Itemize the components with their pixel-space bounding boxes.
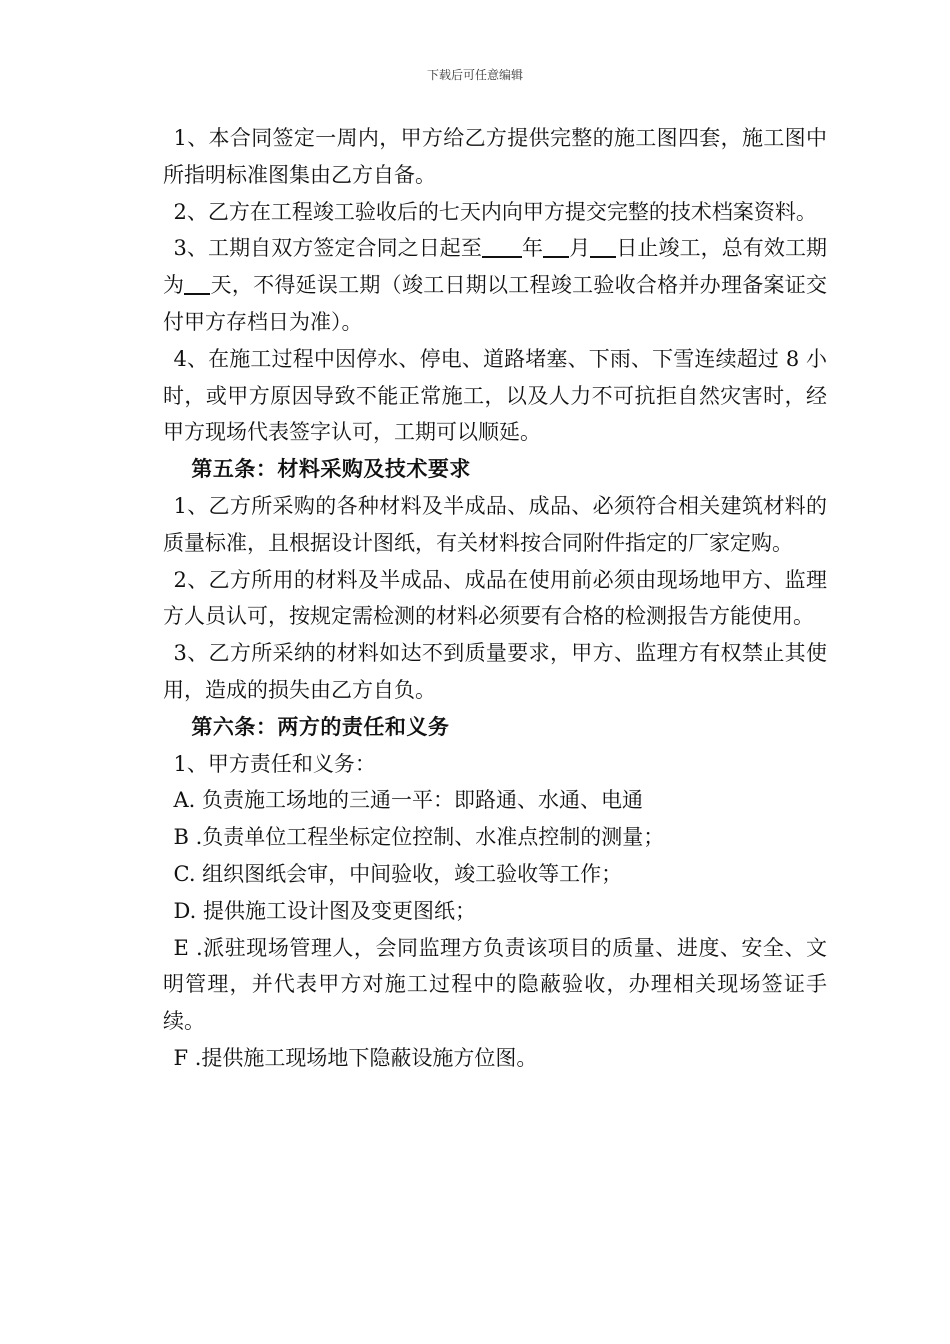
clause-4-item-1: 1、本合同签定一周内，甲方给乙方提供完整的施工图四套，施工图中所指明标准图集由乙方自备。 xyxy=(163,126,827,187)
clause-4-item-3 xyxy=(163,230,827,340)
clause-6-item-f: F .提供施工现场地下隐蔽设施方位图。 xyxy=(173,1045,538,1070)
clause-5-item-1: 1、乙方所采购的各种材料及半成品、成品、必须符合相关建筑材料的质量标准，且根据设计图纸，有关材料按合同附件指定的厂家定购。 xyxy=(163,493,827,555)
clause-6-item-b: B .负责单位工程坐标定位控制、水准点控制的测量； xyxy=(173,825,665,850)
clause-6-item-1: 1、甲方责任和义务： xyxy=(173,751,376,776)
clause-4-item-2: 2、乙方在工程竣工验收后的七天内向甲方提交完整的技术档案资料。 xyxy=(173,199,817,224)
clause-5-item-2: 2、乙方所用的材料及半成品、成品在使用前必须由现场地甲方、监理方人员认可，按规定需检测的材料必须要有合格的检测报告方能使用。 xyxy=(163,567,827,629)
item-3-month-label: 月 xyxy=(569,236,591,261)
item-3-part-d: 日止竣工，总有效工期为 xyxy=(163,236,828,298)
days-blank xyxy=(184,271,210,295)
year-blank xyxy=(482,234,522,258)
item-3-part-e: 天，不得延误工期（竣工日期以工程竣工验收合格并办理备案证交付甲方存档日为准）。 xyxy=(163,273,828,334)
clause-6-heading: 第六条：两方的责任和义务 xyxy=(191,713,450,739)
clause-6-item-a: A. 负责施工场地的三通一平：即路通、水通、电通 xyxy=(173,788,644,813)
month-blank xyxy=(543,234,569,258)
item-3-part-a: 3、工期自双方签定合同之日起至 xyxy=(173,236,482,261)
day-blank xyxy=(590,234,616,258)
clause-6-item-d: D. 提供施工设计图及变更图纸； xyxy=(173,898,476,923)
clause-6-item-c: C. 组织图纸会审，中间验收，竣工验收等工作； xyxy=(173,861,623,886)
clause-5-item-3: 3、乙方所采纳的材料如达不到质量要求，甲方、监理方有权禁止其使用，造成的损失由乙方自负。 xyxy=(163,641,827,702)
item-3-year-label: 年 xyxy=(521,236,544,261)
clause-5-heading: 第五条：材料采购及技术要求 xyxy=(191,456,471,482)
clause-4-item-4: 4、在施工过程中因停水、停电、道路堵塞、下雨、下雪连续超过 8 小时，或甲方原因导致不能正常施工，以及人力不可抗拒自然灾害时，经甲方现场代表签字认可，工期可以顺延。 xyxy=(163,346,827,445)
clause-6-item-e: E .派驻现场管理人，会同监理方负责该项目的质量、进度、安全、文明管理，并代表甲方对施工过程中的隐蔽验收，办理相关现场签证手续。 xyxy=(163,935,827,1034)
document-body xyxy=(163,120,827,1077)
page-header: 下载后可任意编辑 xyxy=(426,68,523,82)
